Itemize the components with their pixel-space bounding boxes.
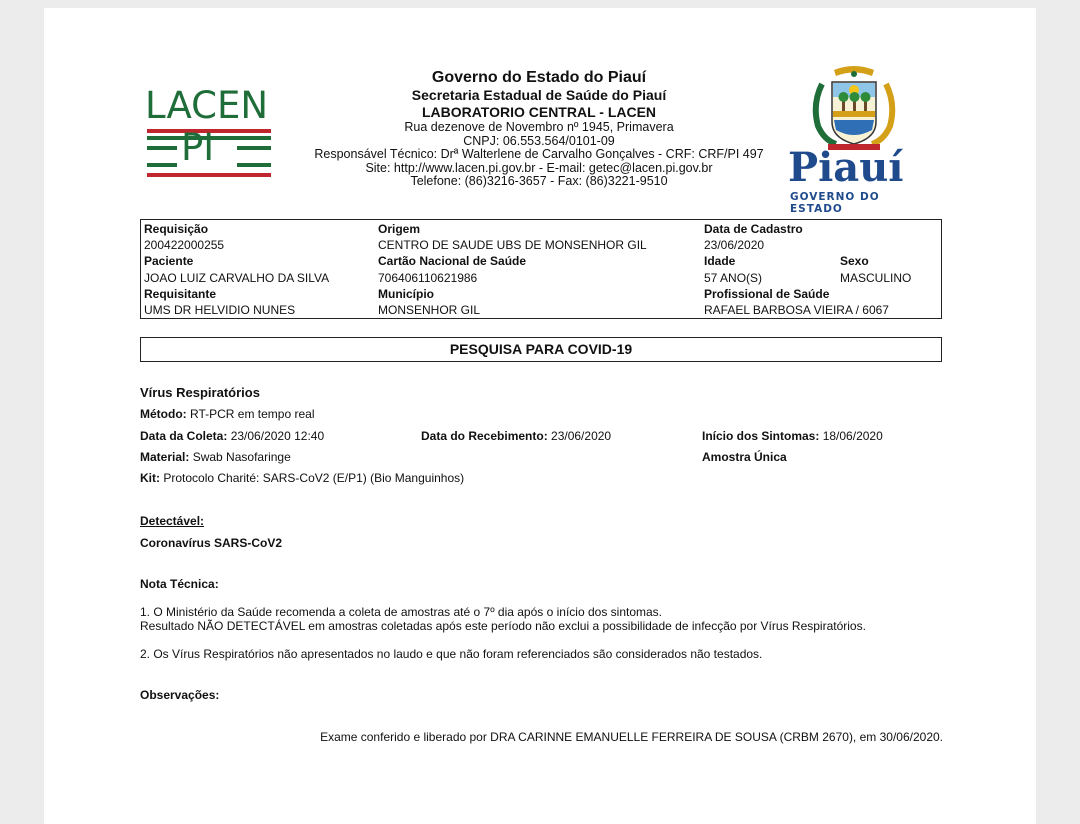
- coleta-label: Data da Coleta:: [140, 429, 228, 443]
- recebimento-row: [421, 429, 611, 444]
- profissional-label: Profissional de Saúde: [704, 287, 830, 301]
- idade-label: Idade: [704, 254, 736, 268]
- lacen-logo-pi: PI: [181, 126, 215, 169]
- piaui-coat-of-arms-icon: [784, 64, 924, 154]
- coleta-row: [140, 429, 324, 444]
- kit-row: [140, 471, 464, 486]
- header-government: Governo do Estado do Piauí: [431, 69, 647, 86]
- resultado-label: Detectável:: [140, 514, 205, 528]
- municipio-value: MONSENHOR GIL: [378, 303, 481, 317]
- metodo-value: RT-PCR em tempo real: [190, 407, 315, 421]
- report-page: [44, 8, 1036, 824]
- data-cadastro-value: 23/06/2020: [704, 238, 765, 252]
- header-cnpj: CNPJ: 06.553.564/0101-09: [463, 133, 615, 148]
- logo-stripe-green: [147, 163, 177, 167]
- recebimento-value: 23/06/2020: [551, 429, 612, 443]
- lacen-logo-word: LACEN: [145, 84, 269, 127]
- piaui-logo-subtitle: GOVERNO DO ESTADO: [790, 191, 880, 215]
- piaui-logo: [784, 64, 924, 215]
- cns-label: Cartão Nacional de Saúde: [378, 254, 527, 268]
- logo-stripe-green: [147, 146, 177, 150]
- requisitante-label: Requisitante: [144, 287, 217, 301]
- header-site: Site: http://www.lacen.pi.gov.br - E-mail: getec@lacen.pi.gov.br: [365, 160, 713, 175]
- liberado-por: Exame conferido e liberado por DRA CARINNE EMANUELLE FERREIRA DE SOUSA (CRBM 2670), em 30/06/2020.: [320, 730, 943, 744]
- lacen-logo: [145, 86, 275, 182]
- header-lacen: LABORATORIO CENTRAL - LACEN: [421, 104, 657, 120]
- profissional-value: RAFAEL BARBOSA VIEIRA / 6067: [704, 303, 889, 317]
- logo-stripe-red: [147, 173, 271, 177]
- recebimento-label: Data do Recebimento:: [421, 429, 548, 443]
- nota-tecnica-2: 2. Os Vírus Respiratórios não apresentados no laudo e que não foram referenciados são considerados não testados.: [140, 647, 763, 661]
- metodo-label: Método:: [140, 407, 187, 421]
- amostra-unica: Amostra Única: [702, 450, 787, 464]
- material-label: Material:: [140, 450, 190, 464]
- logo-stripe-green: [237, 146, 271, 150]
- paciente-value: JOAO LUIZ CARVALHO DA SILVA: [144, 271, 330, 285]
- sintomas-label: Início dos Sintomas:: [702, 429, 820, 443]
- requisicao-value: 200422000255: [144, 238, 225, 252]
- header-address: Rua dezenove de Novembro nº 1945, Primavera: [404, 120, 674, 134]
- lab-header: [274, 68, 804, 189]
- header-responsavel: Responsável Técnico: Drª Walterlene de Carvalho Gonçalves - CRF: CRF/PI 497: [314, 147, 764, 162]
- sexo-value: MASCULINO: [840, 271, 912, 285]
- cns-value: 706406110621986: [378, 271, 478, 285]
- exam-title: PESQUISA PARA COVID-19: [140, 337, 942, 362]
- material-value: Swab Nasofaringe: [192, 450, 291, 464]
- data-cadastro-label: Data de Cadastro: [704, 222, 803, 236]
- piaui-logo-word: Piauí: [788, 144, 904, 191]
- header-telefone: Telefone: (86)3216-3657 - Fax: (86)3221-9510: [410, 174, 668, 189]
- nota-tecnica-1b: Resultado NÃO DETECTÁVEL em amostras coletadas após este período não exclui a possibilidade de infecção por Vírus Respiratórios.: [140, 619, 866, 633]
- municipio-label: Município: [378, 287, 434, 301]
- nota-tecnica-label: Nota Técnica:: [140, 577, 219, 591]
- section-title: Vírus Respiratórios: [140, 385, 260, 400]
- patient-info-table: [140, 219, 942, 319]
- sintomas-value: 18/06/2020: [822, 429, 883, 443]
- logo-stripe-green: [237, 163, 271, 167]
- origem-label: Origem: [378, 222, 421, 236]
- idade-value: 57 ANO(S): [704, 271, 763, 285]
- kit-value: Protocolo Charité: SARS-CoV2 (E/P1) (Bio Manguinhos): [163, 471, 465, 485]
- observacoes-label: Observações:: [140, 688, 220, 702]
- sintomas-row: [702, 429, 883, 444]
- requisicao-label: Requisição: [144, 222, 209, 236]
- resultado-value: Coronavírus SARS-CoV2: [140, 536, 283, 550]
- coleta-value: 23/06/2020 12:40: [230, 429, 325, 443]
- header-secretaria: Secretaria Estadual de Saúde do Piauí: [411, 87, 667, 103]
- sexo-label: Sexo: [840, 254, 869, 268]
- metodo-row: [140, 407, 314, 422]
- kit-label: Kit:: [140, 471, 160, 485]
- origem-value: CENTRO DE SAUDE UBS DE MONSENHOR GIL: [378, 238, 647, 252]
- paciente-label: Paciente: [144, 254, 194, 268]
- requisitante-value: UMS DR HELVIDIO NUNES: [144, 303, 296, 317]
- nota-tecnica-1a: 1. O Ministério da Saúde recomenda a coleta de amostras até o 7º dia após o início dos sintomas.: [140, 605, 663, 619]
- material-row: [140, 450, 291, 465]
